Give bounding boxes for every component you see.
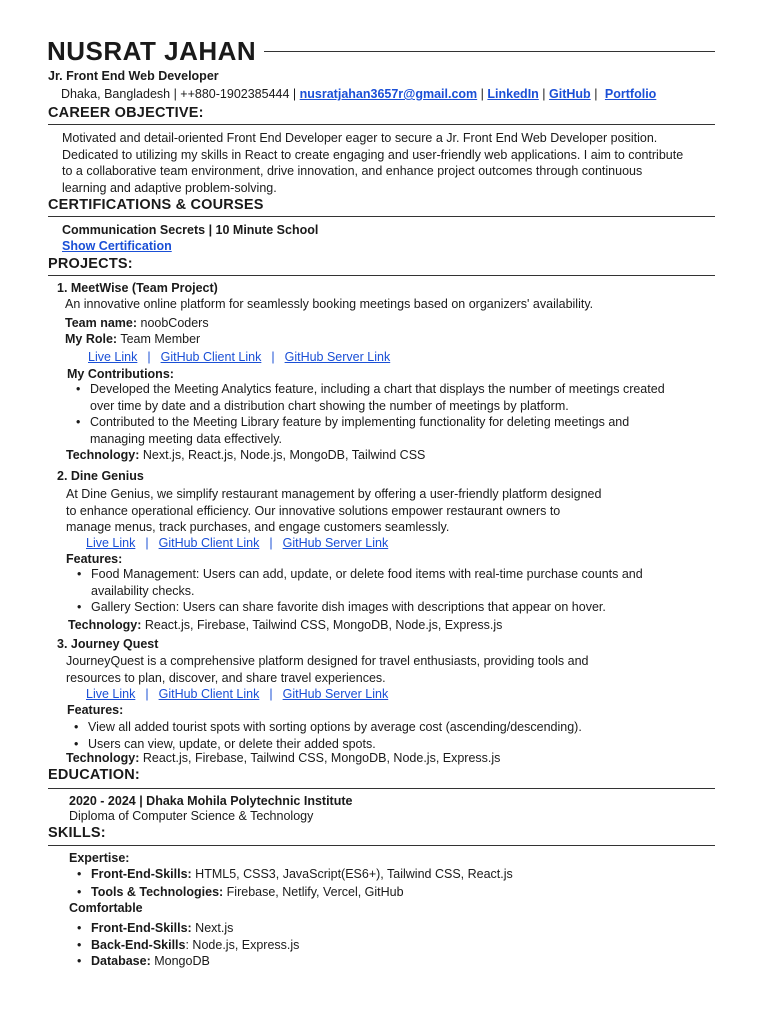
github-server-link[interactable]: GitHub Server Link bbox=[282, 536, 389, 550]
contributions-list bbox=[90, 381, 710, 447]
project-description: At Dine Genius, we simplify restaurant management by offering a user-friendly platform designed to enhance operational efficiency. Our innovative solutions empower restaurant owners to manage menus, track purchases, and engage customers seamlessly. bbox=[66, 487, 602, 535]
list-item: • Gallery Section: Users can share favorite dish images with descriptions that appear on hover. bbox=[91, 599, 711, 616]
certifications-heading: CERTIFICATIONS & COURSES bbox=[48, 197, 264, 213]
project-links: Live Link | GitHub Client Link | GitHub Server Link bbox=[86, 536, 389, 550]
live-link[interactable]: Live Link bbox=[86, 536, 136, 550]
project-technology: Technology: React.js, Firebase, Tailwind CSS, MongoDB, Node.js, Express.js bbox=[68, 618, 503, 632]
show-certification-link[interactable]: Show Certification bbox=[62, 239, 172, 253]
expertise-list bbox=[91, 866, 691, 900]
objective-line: Motivated and detail-oriented Front End Developer eager to secure a Jr. Front End Web Developer position. bbox=[62, 131, 658, 145]
comfortable-list bbox=[91, 920, 691, 970]
name-divider bbox=[264, 51, 715, 52]
features-list bbox=[88, 719, 708, 752]
candidate-name: NUSRAT JAHAN bbox=[47, 36, 257, 66]
github-server-link[interactable]: GitHub Server Link bbox=[282, 687, 389, 701]
objective-heading: CAREER OBJECTIVE: bbox=[48, 105, 204, 121]
course-line: Communication Secrets | 10 Minute School bbox=[62, 223, 319, 237]
section-divider bbox=[48, 216, 715, 217]
comfortable-label: Comfortable bbox=[69, 901, 143, 915]
project-technology: Technology: React.js, Firebase, Tailwind CSS, MongoDB, Node.js, Express.js bbox=[66, 751, 501, 765]
email-link[interactable]: nusratjahan3657r@gmail.com bbox=[299, 87, 478, 101]
list-item: • Back-End-Skills: Node.js, Express.js bbox=[91, 937, 691, 954]
job-title: Jr. Front End Web Developer bbox=[48, 69, 219, 83]
list-item: • Tools & Technologies: Firebase, Netlify, Vercel, GitHub bbox=[91, 884, 691, 901]
project-technology: Technology: Next.js, React.js, Node.js, MongoDB, Tailwind CSS bbox=[66, 448, 426, 462]
github-link[interactable]: GitHub bbox=[549, 87, 591, 101]
list-item: • Contributed to the Meeting Library feature by implementing functionality for deleting meetings and bbox=[90, 414, 710, 431]
contact-separator: | bbox=[480, 87, 484, 101]
list-item-cont: over time by date and a distribution chart showing the number of meetings by platform. bbox=[90, 398, 569, 413]
expertise-label: Expertise: bbox=[69, 851, 130, 865]
education-line: 2020 - 2024 | Dhaka Mohila Polytechnic Institute bbox=[69, 794, 353, 808]
team-name: Team name: noobCoders bbox=[65, 316, 209, 330]
list-item: • Developed the Meeting Analytics feature, including a chart that displays the number of meetings created bbox=[90, 381, 710, 398]
section-divider bbox=[48, 124, 715, 125]
project-description: An innovative online platform for seamlessly booking meetings based on organizers' availability. bbox=[65, 297, 594, 311]
section-divider bbox=[48, 788, 715, 789]
my-role: My Role: Team Member bbox=[65, 332, 201, 346]
github-client-link[interactable]: GitHub Client Link bbox=[158, 536, 260, 550]
objective-text bbox=[62, 130, 683, 196]
github-client-link[interactable]: GitHub Client Link bbox=[160, 350, 262, 364]
github-server-link[interactable]: GitHub Server Link bbox=[284, 350, 391, 364]
contact-separator: | bbox=[542, 87, 546, 101]
project-title: 2. Dine Genius bbox=[57, 469, 144, 483]
list-item-cont: availability checks. bbox=[91, 583, 195, 598]
list-item: • Users can view, update, or delete their added spots. bbox=[88, 736, 708, 753]
list-item: • Front-End-Skills: Next.js bbox=[91, 920, 691, 937]
section-divider bbox=[48, 275, 715, 276]
list-item-cont: managing meeting data effectively. bbox=[90, 431, 283, 446]
projects-heading: PROJECTS: bbox=[48, 256, 133, 272]
education-degree: Diploma of Computer Science & Technology bbox=[69, 809, 314, 823]
project-links: Live Link | GitHub Client Link | GitHub Server Link bbox=[88, 350, 391, 364]
live-link[interactable]: Live Link bbox=[88, 350, 138, 364]
list-item: • View all added tourist spots with sorting options by average cost (ascending/descending). bbox=[88, 719, 708, 736]
contributions-label: My Contributions: bbox=[67, 367, 174, 381]
github-client-link[interactable]: GitHub Client Link bbox=[158, 687, 260, 701]
contact-separator: | bbox=[594, 87, 598, 101]
features-list bbox=[91, 566, 711, 616]
portfolio-link[interactable]: Portfolio bbox=[604, 87, 657, 101]
objective-line: Dedicated to utilizing my skills in React to create engaging and user-friendly web applications. I aim to contribute bbox=[62, 147, 684, 162]
linkedin-link[interactable]: LinkedIn bbox=[487, 87, 539, 101]
project-links: Live Link | GitHub Client Link | GitHub Server Link bbox=[86, 687, 389, 701]
list-item: • Database: MongoDB bbox=[91, 953, 691, 970]
section-divider bbox=[48, 845, 715, 846]
contact-line bbox=[61, 87, 656, 101]
location-phone: Dhaka, Bangladesh | ++880-1902385444 | bbox=[61, 87, 297, 101]
education-heading: EDUCATION: bbox=[48, 767, 140, 783]
list-item: • Food Management: Users can add, update, or delete food items with real-time purchase counts and bbox=[91, 566, 711, 583]
live-link[interactable]: Live Link bbox=[86, 687, 136, 701]
project-title: 1. MeetWise (Team Project) bbox=[57, 281, 218, 295]
skills-heading: SKILLS: bbox=[48, 825, 106, 841]
features-label: Features: bbox=[66, 552, 123, 566]
features-label: Features: bbox=[67, 703, 124, 717]
list-item: • Front-End-Skills: HTML5, CSS3, JavaScript(ES6+), Tailwind CSS, React.js bbox=[91, 866, 691, 883]
project-title: 3. Journey Quest bbox=[57, 637, 159, 651]
objective-line: learning and adaptive problem-solving. bbox=[62, 180, 277, 195]
objective-line: to a collaborative team environment, drive innovation, and enhance project outcomes through continuous bbox=[62, 164, 643, 179]
project-description: JourneyQuest is a comprehensive platform designed for travel enthusiasts, providing tools and resources to plan, discover, and share travel experiences. bbox=[66, 654, 589, 685]
